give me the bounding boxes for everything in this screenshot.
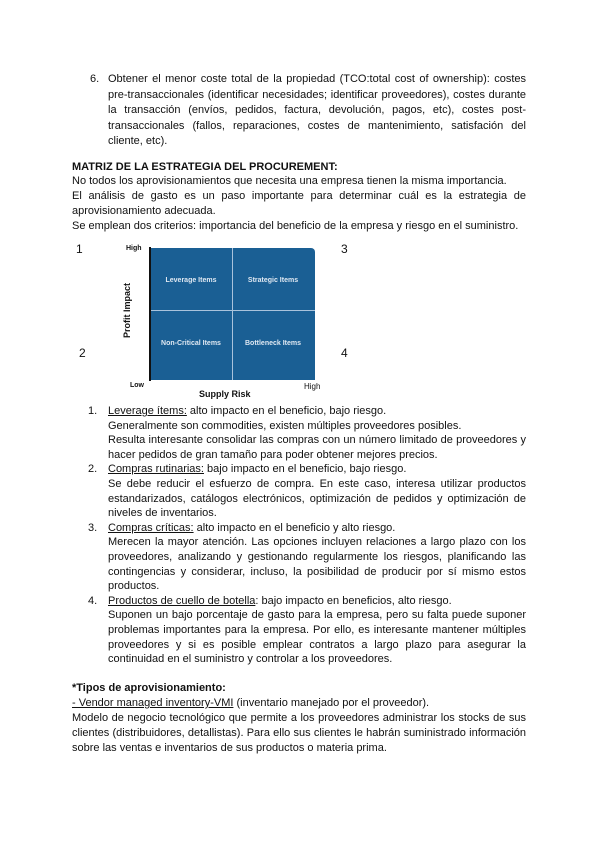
quadrant-non-critical: Non-Critical Items [161, 340, 221, 347]
divider [232, 248, 233, 380]
procurement-matrix-figure [60, 240, 360, 400]
corner-number: 3 [341, 242, 348, 256]
x-high-label: High [304, 382, 321, 391]
item6-text: Obtener el menor coste total de la propiedad (TCO:total cost of ownership): costes pre-transaccionales (identificar necesidades; identificar proveedores), costes durante la transacción (envíos, pedidos, factura, devolución, pagos, etc), costes post-transaccionales (fallos, reparaciones, costes de mantenimiento, satisfación del cliente, etc). [108, 73, 526, 147]
intro-2: El análisis de gasto es un paso importante para determinar cuál es la estrategia de aprovisionamiento adecuada. [72, 190, 526, 217]
item-title [108, 462, 526, 477]
list-item [88, 521, 526, 594]
item-summary: alto impacto en el beneficio y alto riesgo. [193, 521, 396, 534]
vmi-term: - Vendor managed inventory-VMI [72, 697, 234, 709]
matrix-heading: MATRIZ DE LA ESTRATEGIA DEL PROCUREMENT: [72, 161, 338, 173]
item-paragraph: Suponen un bajo porcentaje de gasto para la empresa, pero su falta puede suponer problemas importantes para la empresa. Por ello, es interesante mantener múltiples proveedores y si es posible emplear contratos a largo plazo para asegurar la continuidad en el suministro y controlar a los proveedores. [108, 609, 526, 666]
y-axis-label: Profit Impact [122, 282, 132, 338]
list-number: 1. [88, 405, 98, 417]
list-number: 2. [88, 463, 98, 476]
intro-1: No todos los aprovisionamientos que necesita una empresa tienen la misma importancia. [72, 175, 507, 187]
list-item [88, 462, 526, 520]
list-item [88, 404, 526, 462]
divider [151, 310, 315, 311]
corner-number: 1 [76, 242, 83, 256]
corner-number: 2 [79, 346, 86, 360]
list-number: 4. [88, 594, 98, 607]
corner-number: 4 [341, 346, 348, 360]
item-paragraph: Resulta interesante consolidar las compras con un número limitado de proveedores y hacer pedidos de gran tamaño para poder obtener mejores precios. [108, 434, 526, 461]
quadrant-leverage: Leverage Items [165, 277, 217, 284]
item-summary: bajo impacto en el beneficio, bajo riesgo. [203, 463, 407, 476]
tipos-heading: *Tipos de aprovisionamiento: [72, 682, 226, 694]
list-number: 6. [90, 73, 100, 85]
item-title [108, 404, 526, 419]
vmi-desc: (inventario manejado por el proveedor). [233, 697, 430, 709]
item-term: Compras críticas: [108, 521, 194, 534]
item-term: Compras rutinarias: [108, 463, 204, 476]
list-item [88, 594, 526, 667]
list-number: 3. [88, 521, 98, 534]
quadrant-bottleneck: Bottleneck Items [244, 340, 302, 347]
x-axis-label: Supply Risk [199, 389, 251, 399]
vmi-paragraph: Modelo de negocio tecnológico que permite a los proveedores administrar los stocks de sus clientes (distribuidores, detallistas). Para ello sus clientes le habrán suministrado información sobre las ventas e inventarios de sus productos o materia prima. [72, 712, 526, 754]
strategy-list [88, 404, 526, 667]
vmi-line [72, 696, 526, 711]
item-summary: alto impacto en el beneficio, bajo riesgo. [186, 405, 387, 417]
item-title [108, 521, 526, 536]
y-high-label: High [126, 245, 142, 252]
matrix-box [151, 248, 315, 380]
item-paragraph: Merecen la mayor atención. Las opciones incluyen relaciones a largo plazo con los proveedores, analizando y gestionando regularmente los riesgos, planificando las contingencias y considerar, incluso, la posibilidad de producir por sí mismo estos productos. [108, 536, 526, 593]
intro-3: Se emplean dos criterios: importancia del beneficio de la empresa y riesgo en el suministro. [72, 220, 519, 232]
item-term: Productos de cuello de botella [108, 594, 256, 607]
x-low-label: Low [130, 382, 144, 389]
item-title [108, 594, 526, 609]
item-paragraph: Generalmente son commodities, existen múltiples proveedores posibles. [108, 419, 462, 432]
item-summary: : bajo impacto en beneficios, alto riesgo. [255, 594, 452, 607]
item-term: Leverage ítems: [108, 405, 187, 417]
item-paragraph: Se debe reducir el esfuerzo de compra. En este caso, interesa utilizar productos estandarizados, catálogos electrónicos, optimización de pedidos y optimización de niveles de inventarios. [108, 477, 526, 520]
quadrant-strategic: Strategic Items [247, 277, 299, 284]
